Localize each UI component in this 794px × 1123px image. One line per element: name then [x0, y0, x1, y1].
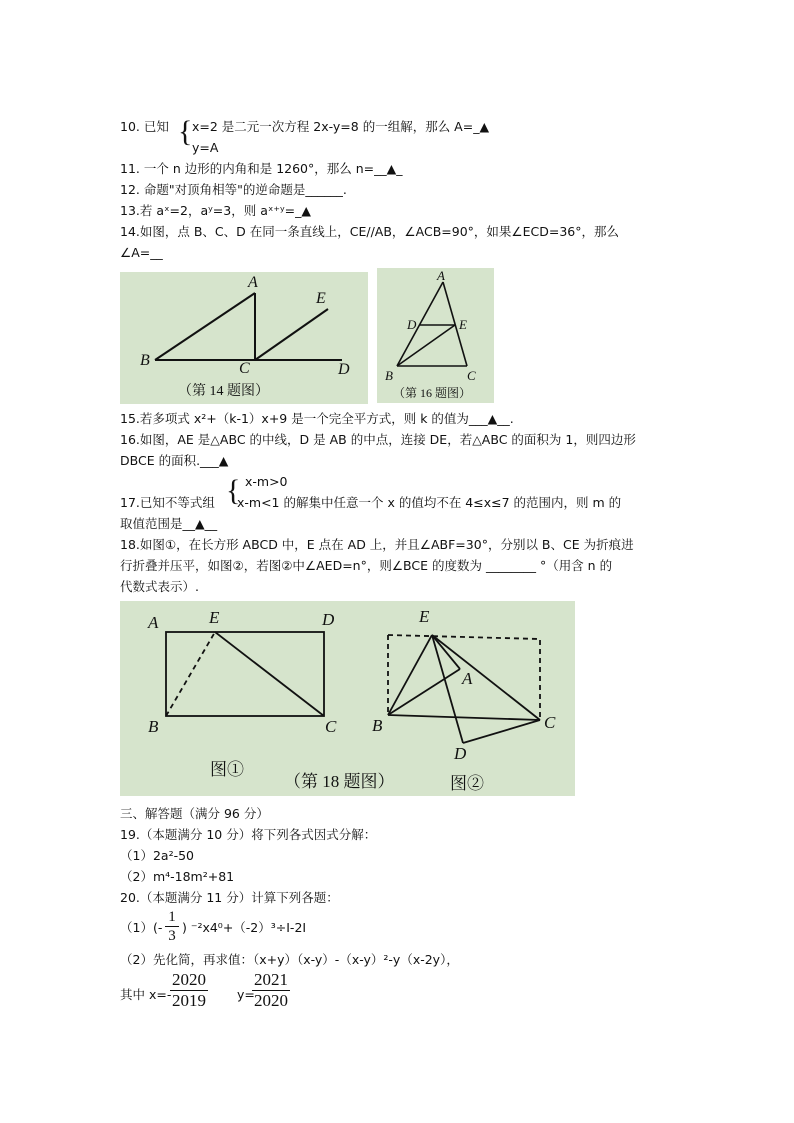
fig14-label-d: D: [338, 361, 350, 378]
y-fraction: [252, 970, 290, 1011]
fig18-label-fig2: 图②: [450, 774, 484, 793]
x-denominator: 2019: [172, 991, 206, 1010]
figure-14: [120, 272, 368, 404]
y-denominator: 2020: [254, 991, 288, 1010]
q18-line2: 行折叠并压平，如图②，若图②中∠AED=n°，则∠BCE 的度数为 ________ °（用含 n 的: [120, 558, 613, 573]
q12: 12. 命题"对顶角相等"的逆命题是______.: [120, 182, 347, 197]
q19-part1: （1）2a²-50: [120, 848, 194, 863]
q17-prefix: 17.已知不等式组: [120, 495, 215, 510]
fig16-label-d: D: [407, 317, 417, 332]
fig16-label-c: C: [467, 368, 476, 383]
q17-line2: 取值范围是__▲__: [120, 516, 218, 531]
q15: 15.若多项式 x²+（k-1）x+9 是一个完全平方式，则 k 的值为___▲__.: [120, 411, 514, 426]
fig16-label-a: A: [437, 268, 445, 283]
fig16-caption: （第 16 题图）: [393, 386, 472, 400]
fig14-label-e: E: [316, 290, 326, 307]
q14-line2: ∠A=__: [120, 245, 163, 260]
fig14-caption: （第 14 题图）: [178, 384, 269, 399]
q14-line1: 14.如图，点 B、C、D 在同一条直线上，CE//AB，∠ACB=90°，如果∠ECD=36°，那么: [120, 224, 619, 239]
x-numerator: 2020: [172, 970, 206, 989]
section-3-title: 三、解答题（满分 96 分）: [120, 806, 269, 821]
fig14-label-c: C: [239, 360, 250, 377]
q20-part1-prefix: （1）(-: [120, 920, 163, 935]
q18-line3: 代数式表示）.: [120, 579, 199, 594]
fig18-label-fig1: 图①: [210, 760, 244, 779]
fig16-label-b: B: [385, 368, 393, 383]
fig18-caption: （第 18 题图）: [284, 772, 395, 791]
q17-sys1: x-m>0: [245, 474, 288, 489]
q19-title: 19.（本题满分 10 分）将下列各式因式分解：: [120, 827, 377, 842]
fig18-label-a1: A: [148, 613, 159, 632]
fig18-label-e2: E: [419, 607, 430, 626]
fig16-label-e: E: [459, 317, 467, 332]
q20-y-prefix: y=: [237, 987, 255, 1002]
figure-18: [120, 601, 575, 796]
q17-line1: x-m<1 的解集中任意一个 x 的值均不在 4≤x≤7 的范围内，则 m 的: [237, 495, 622, 510]
q18-line1: 18.如图①，在长方形 ABCD 中，E 点在 AD 上，并且∠ABF=30°，分别以 B、CE 为折痕进: [120, 537, 634, 552]
q17-brace: {: [226, 474, 241, 507]
fig18-label-a2: A: [462, 669, 473, 688]
fig18-label-c1: C: [325, 717, 337, 736]
figure-16: [377, 268, 494, 403]
fig18-label-c2: C: [544, 713, 556, 732]
q20-part1-numerator: 1: [168, 909, 176, 925]
q20-part1-denominator: 3: [165, 926, 179, 945]
fig14-label-b: B: [140, 352, 150, 369]
q20-part1-rest: ) ⁻²x4⁰+（-2）³÷I-2I: [182, 920, 307, 935]
q20-title: 20.（本题满分 11 分）计算下列各题：: [120, 890, 339, 905]
q20-part1-fraction: [165, 908, 179, 945]
y-numerator: 2021: [254, 970, 288, 989]
q19-part2: （2）m⁴-18m²+81: [120, 869, 235, 884]
q10-brace: {: [178, 115, 193, 148]
q10-line2: y=A: [192, 140, 219, 155]
fig18-label-d1: D: [322, 610, 335, 629]
q20-part2: （2）先化简，再求值：（x+y）（x-y）-（x-y）²-y（x-2y），: [120, 952, 459, 967]
x-fraction: [170, 970, 208, 1011]
q13: 13.若 aˣ=2，aʸ=3，则 aˣ⁺ʸ=_▲: [120, 203, 312, 218]
q16-line1: 16.如图，AE 是△ABC 的中线，D 是 AB 的中点，连接 DE，若△ABC 的面积为 1，则四边形: [120, 432, 636, 447]
fig18-label-d2: D: [454, 744, 467, 763]
fig18-label-e1: E: [209, 608, 220, 627]
q10-line1: x=2 是二元一次方程 2x-y=8 的一组解，那么 A=_▲: [192, 119, 490, 134]
q11: 11. 一个 n 边形的内角和是 1260°，那么 n=__▲_: [120, 161, 403, 176]
q20-where-prefix: 其中 x=-: [120, 987, 172, 1002]
fig18-label-b2: B: [372, 716, 383, 735]
fig14-label-a: A: [248, 274, 258, 291]
q16-line2: DBCE 的面积.___▲: [120, 453, 229, 468]
fig18-label-b1: B: [148, 717, 159, 736]
q10-prefix: 10. 已知: [120, 119, 169, 134]
